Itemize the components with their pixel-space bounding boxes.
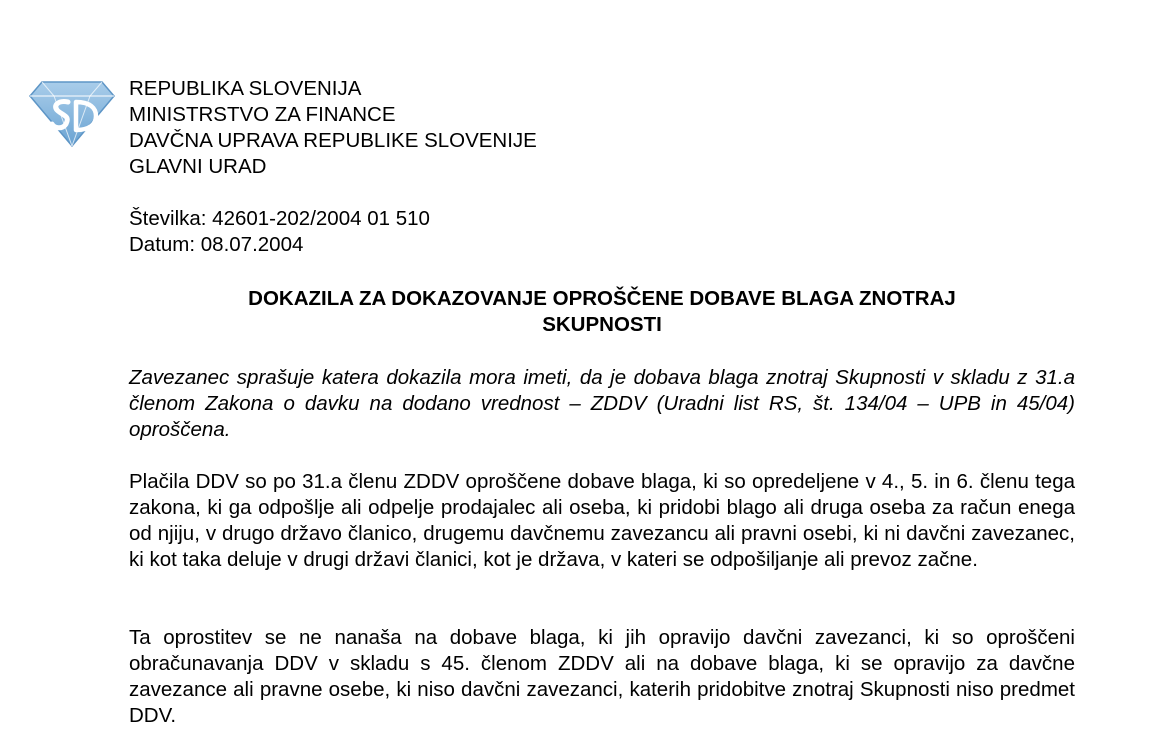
title-line-2: SKUPNOSTI [542,313,662,336]
header-line-ministry: MINISTRSTVO ZA FINANCE [129,103,396,126]
document-date: Datum: 08.07.2004 [129,233,304,256]
document-title [129,286,1075,338]
durs-logo-icon [28,76,116,148]
answer-paragraph-2: Ta oprostitev se ne nanaša na dobave blaga, ki jih opravijo davčni zavezanci, ki so oproščeni obračunavanja DDV v skladu s 45. členom ZDDV ali na dobave blaga, ki se opravijo za davčne zavezance ali pravne osebe, ki niso davčni zavezanci, katerih pridobitve znotraj Skupnosti niso predmet DDV. [129,626,1075,727]
header-line-tax-administration: DAVČNA UPRAVA REPUBLIKE SLOVENIJE [129,129,537,152]
document-meta [129,206,430,258]
title-line-1: DOKAZILA ZA DOKAZOVANJE OPROŠČENE DOBAVE BLAGA ZNOTRAJ [248,287,956,310]
header-line-republic: REPUBLIKA SLOVENIJA [129,77,362,100]
header-line-main-office: GLAVNI URAD [129,155,267,178]
document-number: Številka: 42601-202/2004 01 510 [129,207,430,230]
answer-paragraph-1: Plačila DDV so po 31.a členu ZDDV oproščene dobave blaga, ki so opredeljene v 4., 5. in 6. členu tega zakona, ki ga odpošlje ali odpelje prodajalec ali oseba, ki pridobi blago ali druga oseba za račun enega od njiju, v drugo državo članico, drugemu davčnemu zavezancu ali pravni osebi, ki ni davčni zavezanec, ki kot taka deluje v drugi državi članici, kot je država, v kateri se odpošiljanje ali prevoz začne. [129,470,1075,571]
institution-header [129,76,537,180]
question-paragraph: Zavezanec sprašuje katera dokazila mora imeti, da je dobava blaga znotraj Skupnosti v skladu z 31.a členom Zakona o davku na dodano vrednost – ZDDV (Uradni list RS, št. 134/04 – UPB in 45/04) oproščena. [129,366,1075,441]
